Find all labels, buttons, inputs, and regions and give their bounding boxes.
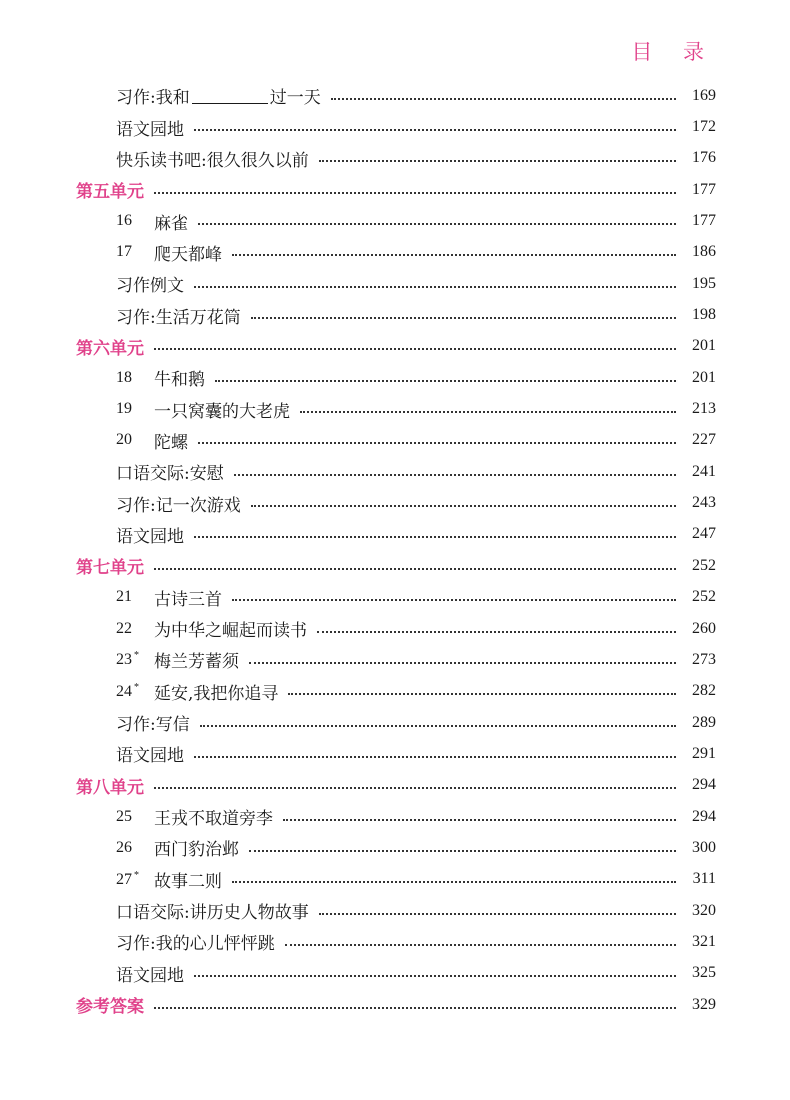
entry-title: 一只窝囊的大老虎 (154, 401, 290, 422)
page-number: 252 (692, 588, 716, 606)
page-number: 273 (692, 650, 716, 668)
entry-title: 爬天都峰 (154, 244, 222, 265)
dot-leader (331, 98, 676, 100)
toc-entry[interactable] (76, 926, 716, 957)
toc-entry[interactable] (76, 205, 716, 236)
toc-entry[interactable] (76, 143, 716, 174)
entry-title: 古诗三首 (154, 589, 222, 610)
lesson-number: 22 (116, 619, 132, 637)
page-number: 320 (692, 901, 716, 919)
entry-title: 语文园地 (116, 526, 184, 547)
toc-entry[interactable] (76, 80, 716, 111)
dot-leader (154, 348, 676, 350)
dot-leader (154, 787, 676, 789)
table-of-contents (76, 80, 716, 1020)
lesson-number: 24 * (116, 681, 139, 700)
dot-leader (200, 725, 676, 727)
entry-title: 为中华之崛起而读书 (154, 621, 307, 642)
entry-title: 第八单元 (76, 777, 144, 798)
toc-entry[interactable] (76, 958, 716, 989)
page-number: 300 (692, 838, 716, 856)
entry-title: 习作:我的心儿怦怦跳 (116, 934, 275, 955)
page-number: 177 (692, 212, 716, 230)
dot-leader (285, 944, 676, 946)
entry-title: 麻雀 (154, 213, 188, 234)
toc-entry[interactable] (76, 613, 716, 644)
toc-unit-heading[interactable] (76, 550, 716, 581)
lesson-number: 26 (116, 838, 132, 856)
toc-unit-heading[interactable] (76, 174, 716, 205)
dot-leader (194, 129, 676, 131)
toc-entry[interactable] (76, 832, 716, 863)
toc-entry[interactable] (76, 237, 716, 268)
entry-title: 第六单元 (76, 338, 144, 359)
entry-title-suffix: 过一天 (269, 88, 321, 109)
lesson-number: 16 (116, 212, 132, 230)
dot-leader (249, 850, 676, 852)
entry-title: 参考答案 (76, 997, 144, 1018)
dot-leader (198, 442, 676, 444)
lesson-number: 20 (116, 431, 132, 449)
entry-title: 延安,我把你追寻 (154, 683, 279, 704)
toc-entry[interactable] (76, 676, 716, 707)
lesson-number: 21 (116, 588, 132, 606)
entry-title: 梅兰芳蓄须 (154, 652, 239, 673)
entry-title: 西门豹治邺 (154, 840, 239, 861)
page-number: 289 (692, 713, 716, 731)
dot-leader (194, 536, 676, 538)
page-number: 172 (692, 118, 716, 136)
entry-title: 语文园地 (116, 965, 184, 986)
page-number: 260 (692, 619, 716, 637)
dot-leader (319, 913, 676, 915)
toc-entry[interactable] (76, 864, 716, 895)
optional-star-mark: * (134, 869, 139, 881)
entry-title: 快乐读书吧:很久很久以前 (116, 150, 309, 171)
toc-unit-heading[interactable] (76, 989, 716, 1020)
page-number: 198 (692, 306, 716, 324)
page-number: 177 (692, 180, 716, 198)
fill-in-blank-line (192, 88, 268, 104)
page-number: 325 (692, 964, 716, 982)
lesson-number: 23 * (116, 650, 139, 669)
entry-title: 第七单元 (76, 558, 144, 579)
page-number: 241 (692, 462, 716, 480)
toc-entry[interactable] (76, 582, 716, 613)
dot-leader (232, 881, 676, 883)
entry-title: 习作:写信 (116, 715, 190, 736)
dot-leader (319, 160, 676, 162)
toc-entry[interactable] (76, 644, 716, 675)
dot-leader (232, 599, 676, 601)
page-number: 243 (692, 494, 716, 512)
dot-leader (249, 662, 676, 664)
page-number: 247 (692, 525, 716, 543)
toc-entry[interactable] (76, 487, 716, 518)
page-number: 201 (692, 337, 716, 355)
toc-entry[interactable] (76, 801, 716, 832)
dot-leader (198, 223, 676, 225)
toc-entry[interactable] (76, 519, 716, 550)
entry-title: 口语交际:讲历史人物故事 (116, 903, 309, 924)
entry-title: 第五单元 (76, 182, 144, 203)
dot-leader (251, 317, 676, 319)
page-number: 201 (692, 368, 716, 386)
page-number: 227 (692, 431, 716, 449)
toc-unit-heading[interactable] (76, 331, 716, 362)
page-number: 329 (692, 995, 716, 1013)
page-number: 282 (692, 682, 716, 700)
dot-leader (154, 192, 676, 194)
dot-leader (154, 568, 676, 570)
dot-leader (154, 1007, 676, 1009)
page-number: 311 (692, 870, 716, 888)
toc-entry[interactable] (76, 425, 716, 456)
dot-leader (234, 474, 676, 476)
entry-title: 牛和鹅 (154, 370, 205, 391)
toc-entry[interactable] (76, 299, 716, 330)
page-number: 176 (692, 149, 716, 167)
toc-entry[interactable] (76, 268, 716, 299)
page-number: 195 (692, 274, 716, 292)
page-number: 294 (692, 807, 716, 825)
entry-title: 王戎不取道旁李 (154, 809, 273, 830)
toc-entry[interactable] (76, 738, 716, 769)
entry-title: 语文园地 (116, 746, 184, 767)
page-number: 169 (692, 86, 716, 104)
dot-leader (194, 975, 676, 977)
toc-entry[interactable] (76, 707, 716, 738)
page-number: 186 (692, 243, 716, 261)
toc-entry[interactable] (76, 362, 716, 393)
dot-leader (288, 693, 676, 695)
lesson-number: 18 (116, 368, 132, 386)
dot-leader (215, 380, 676, 382)
dot-leader (300, 411, 676, 413)
toc-unit-heading[interactable] (76, 770, 716, 801)
dot-leader (251, 505, 676, 507)
lesson-number: 25 (116, 807, 132, 825)
lesson-number: 17 (116, 243, 132, 261)
entry-title: 习作:我和 (116, 88, 190, 109)
page-number: 213 (692, 400, 716, 418)
lesson-number: 19 (116, 400, 132, 418)
entry-title: 习作:记一次游戏 (116, 495, 241, 516)
dot-leader (194, 756, 676, 758)
optional-star-mark: * (134, 650, 139, 662)
page-number: 291 (692, 744, 716, 762)
entry-title: 习作例文 (116, 276, 184, 297)
entry-title: 口语交际:安慰 (116, 464, 224, 485)
optional-star-mark: * (134, 681, 139, 693)
dot-leader (194, 286, 676, 288)
toc-entry[interactable] (76, 895, 716, 926)
toc-entry[interactable] (76, 393, 716, 424)
page-number: 321 (692, 932, 716, 950)
entry-title: 语文园地 (116, 119, 184, 140)
toc-entry[interactable] (76, 111, 716, 142)
page-header-title: 目 录 (631, 40, 716, 64)
page-number: 294 (692, 776, 716, 794)
dot-leader (232, 254, 676, 256)
entry-title: 故事二则 (154, 871, 222, 892)
dot-leader (317, 631, 676, 633)
entry-title: 陀螺 (154, 432, 188, 453)
entry-title: 习作:生活万花筒 (116, 307, 241, 328)
toc-entry[interactable] (76, 456, 716, 487)
lesson-number: 27 * (116, 869, 139, 888)
dot-leader (283, 819, 676, 821)
page-number: 252 (692, 556, 716, 574)
